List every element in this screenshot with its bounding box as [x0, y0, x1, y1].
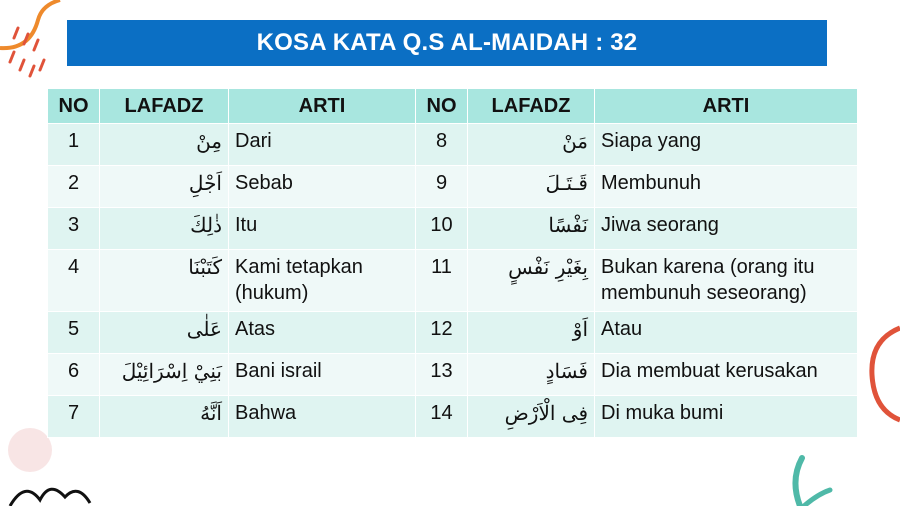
arabic-word: نَفْسًا: [468, 208, 595, 250]
meaning: Dari: [229, 124, 416, 166]
table-row: [48, 312, 858, 354]
arabic-word: عَلٰى: [100, 312, 229, 354]
table-row: [48, 208, 858, 250]
header-arti: ARTI: [229, 89, 416, 124]
row-number: 11: [416, 250, 468, 312]
vocabulary-table: [47, 88, 858, 438]
page-title: KOSA KATA Q.S AL-MAIDAH : 32: [256, 29, 638, 56]
table-row: [48, 166, 858, 208]
arabic-word: فَسَادٍ: [468, 354, 595, 396]
arabic-word: قَـتَـلَ: [468, 166, 595, 208]
row-number: 12: [416, 312, 468, 354]
meaning: Jiwa seorang: [595, 208, 858, 250]
meaning: Bukan karena (orang itu membunuh seseorang): [595, 250, 858, 312]
row-number: 2: [48, 166, 100, 208]
meaning: Di muka bumi: [595, 396, 858, 438]
arabic-word: مِنْ: [100, 124, 229, 166]
arabic-word: بَنِيْ اِسْرَائِيْلَ: [100, 354, 229, 396]
top-left-decoration: [0, 0, 70, 90]
arabic-word: كَتَبْنَا: [100, 250, 229, 312]
arabic-word: ذٰلِكَ: [100, 208, 229, 250]
arabic-word: اَجْلِ: [100, 166, 229, 208]
bottom-right-leaf-decoration: [760, 450, 840, 506]
title-banner: [67, 20, 827, 66]
meaning: Itu: [229, 208, 416, 250]
meaning: Siapa yang: [595, 124, 858, 166]
row-number: 4: [48, 250, 100, 312]
table-row: [48, 124, 858, 166]
row-number: 1: [48, 124, 100, 166]
arabic-word: بِغَيْرِ نَفْسٍ: [468, 250, 595, 312]
table-row: [48, 396, 858, 438]
meaning: Kami tetapkan (hukum): [229, 250, 416, 312]
header-lafadz: LAFADZ: [468, 89, 595, 124]
row-number: 9: [416, 166, 468, 208]
header-arti: ARTI: [595, 89, 858, 124]
header-lafadz: LAFADZ: [100, 89, 229, 124]
header-row: [48, 89, 858, 124]
meaning: Atas: [229, 312, 416, 354]
row-number: 3: [48, 208, 100, 250]
meaning: Atau: [595, 312, 858, 354]
meaning: Sebab: [229, 166, 416, 208]
row-number: 7: [48, 396, 100, 438]
meaning: Dia membuat kerusakan: [595, 354, 858, 396]
arabic-word: اَنَّهُ: [100, 396, 229, 438]
arabic-word: فِى الْاَرْضِ: [468, 396, 595, 438]
table-row: [48, 354, 858, 396]
arabic-word: مَنْ: [468, 124, 595, 166]
meaning: Bahwa: [229, 396, 416, 438]
row-number: 10: [416, 208, 468, 250]
meaning: Bani israil: [229, 354, 416, 396]
header-no: NO: [48, 89, 100, 124]
right-arc-decoration: [860, 320, 900, 430]
row-number: 5: [48, 312, 100, 354]
row-number: 8: [416, 124, 468, 166]
arabic-word: اَوْ: [468, 312, 595, 354]
table-row: [48, 250, 858, 312]
row-number: 14: [416, 396, 468, 438]
meaning: Membunuh: [595, 166, 858, 208]
row-number: 6: [48, 354, 100, 396]
row-number: 13: [416, 354, 468, 396]
header-no: NO: [416, 89, 468, 124]
